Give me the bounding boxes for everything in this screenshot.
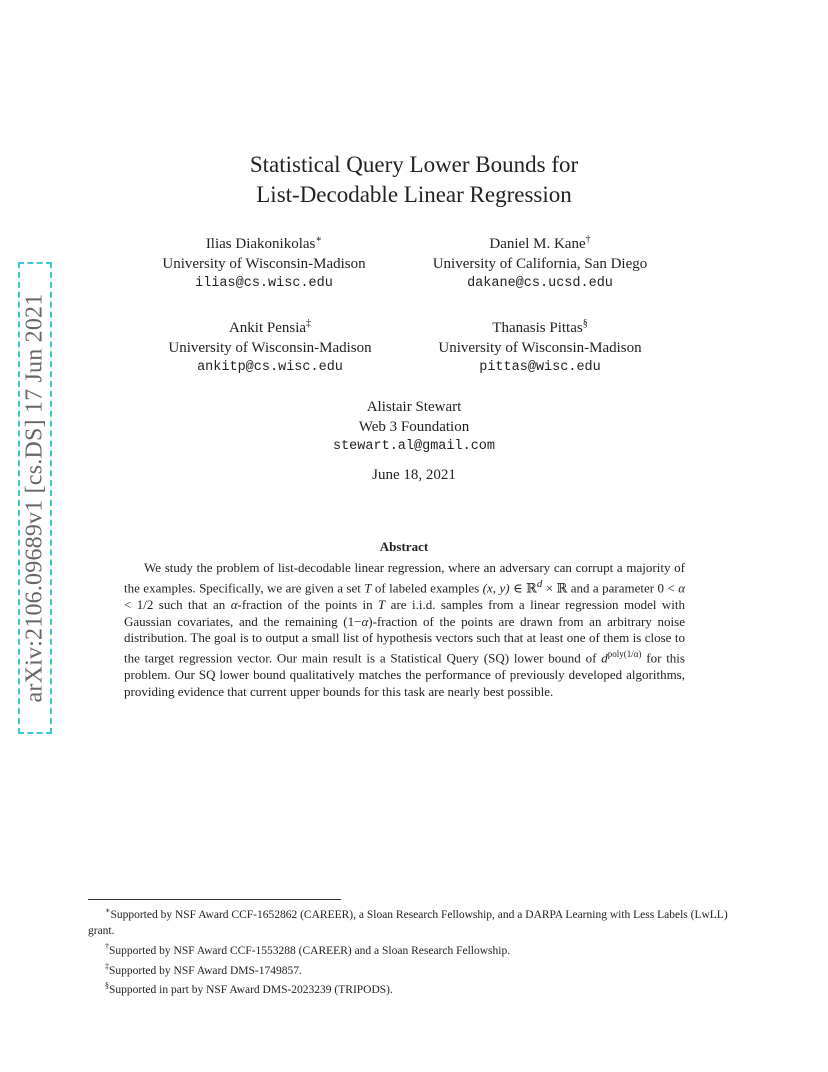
author-name: Alistair Stewart (366, 399, 462, 415)
footnote-divider (88, 899, 341, 900)
author-name: Ankit Pensia‡ (228, 318, 312, 336)
author-name: Thanasis Pittas§ (492, 318, 588, 336)
author-name: Ilias Diakonikolas∗ (205, 234, 323, 252)
author-email[interactable]: stewart.al@gmail.com (332, 439, 496, 454)
author-email[interactable]: pittas@wisc.edu (479, 360, 601, 375)
author-email[interactable]: ilias@cs.wisc.edu (195, 276, 333, 291)
author-email[interactable]: ankitp@cs.wisc.edu (197, 360, 343, 375)
author-affiliation: University of Wisconsin-Madison (162, 256, 366, 272)
arxiv-stamp (18, 262, 52, 734)
abstract-heading: Abstract (379, 539, 429, 554)
paper-title-line-1: Statistical Query Lower Bounds for (249, 152, 579, 177)
arxiv-identifier: arXiv:2106.09689v1 [cs.DS] 17 Jun 2021 (21, 293, 48, 703)
author-block (146, 314, 394, 378)
author-affiliation: University of California, San Diego (432, 256, 648, 272)
footnote: §Supported in part by NSF Award DMS-2023239 (TRIPODS). (105, 981, 393, 997)
footnote-mark: ∗ (315, 234, 323, 245)
footnote-mark: ‡ (306, 318, 312, 329)
author-affiliation: University of Wisconsin-Madison (168, 340, 372, 356)
author-block (140, 230, 388, 294)
footnotes (88, 903, 728, 998)
footnote-mark: † (585, 234, 591, 245)
abstract-body: We study the problem of list-decodable linear regression, where an adversary can corrupt a majority of the examples. Specifically, we are given a set T of labeled examples (x, y) ∈ ℝ$^d$ × ℝ and a parameter 0 < α < 1/2 such that an α-fraction of the points in T are i.i.d. samples from a linear regression model with Gaussian covariates, and the remaining (1−α)-fraction of the points are drawn from an arbitrary noise distribution. The goal is to output a small list of hypothesis vectors such that at least one of them is close to the target regression vector. Our main result is a Statistical Query (SQ) lower bound of $d^{poly(1/\alpha)}$ for this problem. Our SQ lower bound qualitatively matches the performance of previously developed algorithms, providing evidence that current upper bounds for this task are nearly best possible. (124, 560, 686, 699)
author-affiliation: Web 3 Foundation (358, 419, 470, 435)
author-email[interactable]: dakane@cs.ucsd.edu (467, 276, 613, 291)
author-affiliation: University of Wisconsin-Madison (438, 340, 642, 356)
author-block (416, 314, 664, 378)
author-block (408, 230, 672, 294)
publication-date: June 18, 2021 (372, 467, 456, 483)
footnote: ∗Supported by NSF Award CCF-1652862 (CAREER), a Sloan Research Fellowship, and a DARPA Learning with Less Labels (LwLL) grant. (88, 906, 728, 937)
footnote: †Supported by NSF Award CCF-1553288 (CAREER) and a Sloan Research Fellowship. (105, 941, 511, 957)
footnote-mark: § (582, 318, 588, 329)
author-name: Daniel M. Kane† (489, 234, 591, 252)
author-block (290, 397, 538, 457)
paper-title-line-2: List-Decodable Linear Regression (256, 182, 572, 207)
footnote: ‡Supported by NSF Award DMS-1749857. (105, 961, 302, 977)
